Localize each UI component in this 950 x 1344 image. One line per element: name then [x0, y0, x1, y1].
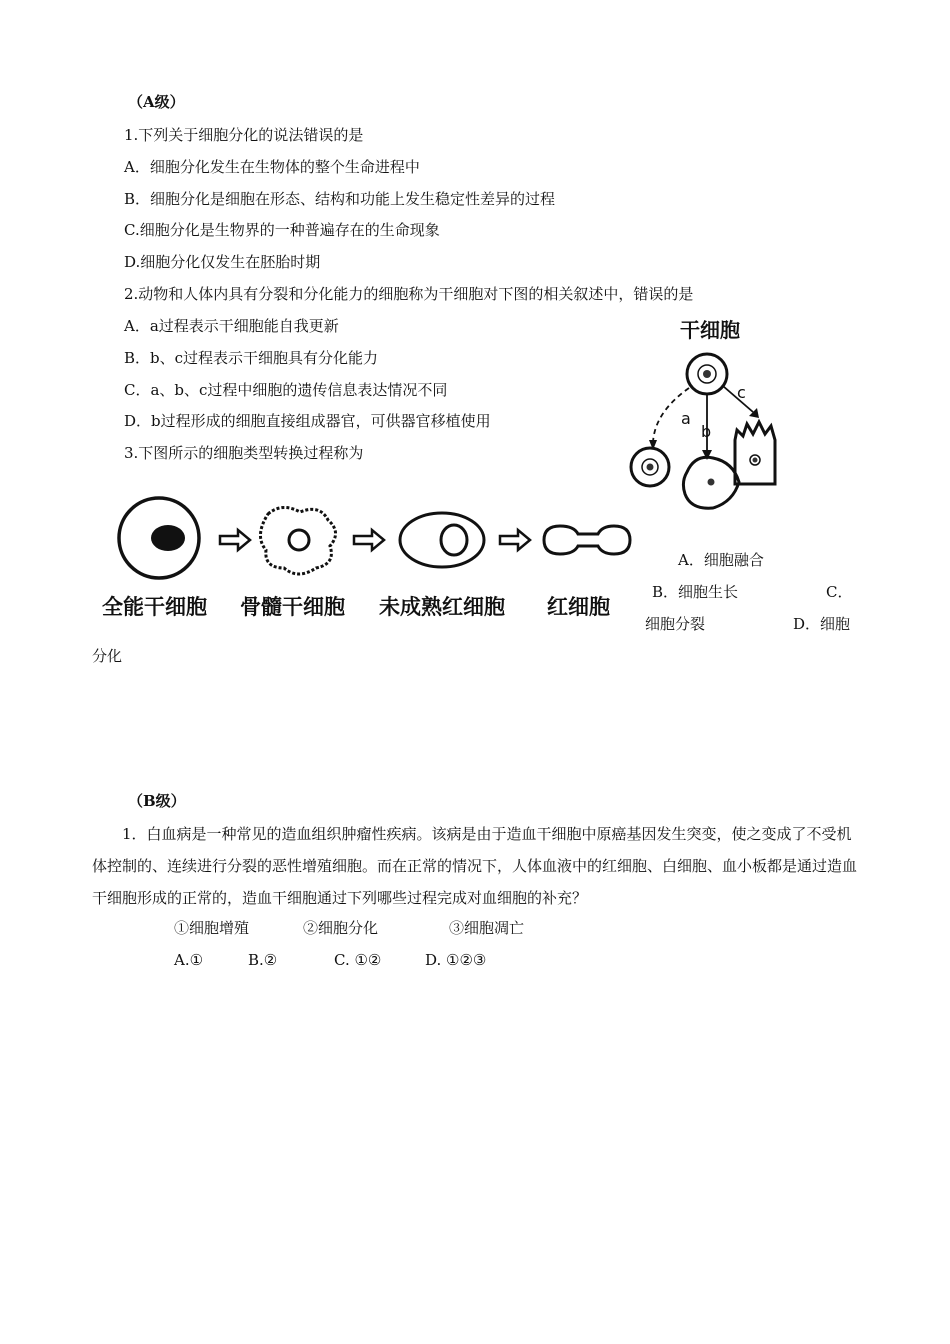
stem-cell-diagram — [625, 312, 790, 522]
transform-arrow-2 — [354, 530, 384, 550]
process-item-differentiation: ②细胞分化 — [303, 919, 379, 937]
question-3-stem: 3.下图所示的细胞类型转换过程称为 — [124, 444, 364, 462]
question-3-option-c-prefix: C． — [826, 583, 853, 601]
question-3-option-d-suffix: 分化 — [92, 647, 123, 665]
label-red-cell: 红细胞 — [547, 595, 610, 619]
question-1-stem: 1.下列关于细胞分化的说法错误的是 — [124, 126, 364, 144]
question-3-option-b: B．细胞生长 — [652, 583, 739, 601]
question-1-option-d: D.细胞分化仅发生在胚胎时期 — [124, 253, 321, 271]
question-1-option-b: B．细胞分化是细胞在形态、结构和功能上发生稳定性差异的过程 — [124, 190, 556, 208]
red-blood-cell — [544, 526, 630, 554]
question-3-option-c-text: 细胞分裂 — [645, 615, 706, 633]
question-3-option-a: A．细胞融合 — [678, 551, 764, 569]
label-b: b — [701, 422, 712, 441]
section-b-option-d: D. ①②③ — [425, 951, 487, 969]
process-item-proliferation: ①细胞增殖 — [174, 919, 250, 937]
question-1-option-a: A．细胞分化发生在生物体的整个生命进程中 — [124, 158, 420, 176]
question-3-option-d-prefix: D．细胞 — [793, 615, 851, 633]
transform-arrow-3 — [500, 530, 530, 550]
section-b-option-b: B.② — [248, 951, 278, 969]
cell-transformation-diagram — [92, 490, 637, 625]
transform-arrow-1 — [220, 530, 250, 550]
section-b-option-c: C. ①② — [334, 951, 382, 969]
stem-cell-diagram-title: 干细胞 — [680, 318, 740, 342]
section-a-heading: （A级） — [128, 93, 185, 111]
process-item-apoptosis: ③细胞凋亡 — [449, 919, 525, 937]
question-2-option-a: A．a过程表示干细胞能自我更新 — [124, 317, 339, 335]
question-1-option-c: C.细胞分化是生物界的一种普遍存在的生命现象 — [124, 221, 440, 239]
section-b-heading: （B级） — [128, 792, 186, 810]
question-2-stem: 2.动物和人体内具有分裂和分化能力的细胞称为干细胞对下图的相关叙述中，错误的是 — [124, 285, 694, 303]
label-a: a — [681, 409, 691, 428]
differentiated-cell-c — [735, 422, 775, 484]
label-totipotent: 全能干细胞 — [102, 595, 207, 619]
section-b-option-a: A.① — [174, 951, 204, 969]
question-2-option-d: D．b过程形成的细胞直接组成器官，可供器官移植使用 — [124, 412, 491, 430]
label-c: c — [737, 383, 746, 402]
label-bone-marrow: 骨髓干细胞 — [240, 595, 345, 619]
section-b-question-1-stem: 1．白血病是一种常见的造血组织肿瘤性疾病。该病是由于造血干细胞中原癌基因发生突变，使之变成了不受机体控制的、连续进行分裂的恶性增殖细胞。而在正常的情况下，人体血液中的红细胞、白细胞、血小板都是通过造血干细胞形成的正常的，造血干细胞通过下列哪些过程完成对血细胞的补充？ — [92, 825, 858, 907]
question-2-option-c: C．a、b、c过程中细胞的遗传信息表达情况不同 — [124, 381, 448, 399]
question-2-option-b: B．b、c过程表示干细胞具有分化能力 — [124, 349, 379, 367]
bone-marrow-stem-cell — [260, 507, 335, 574]
label-immature-red: 未成熟红细胞 — [379, 595, 505, 619]
